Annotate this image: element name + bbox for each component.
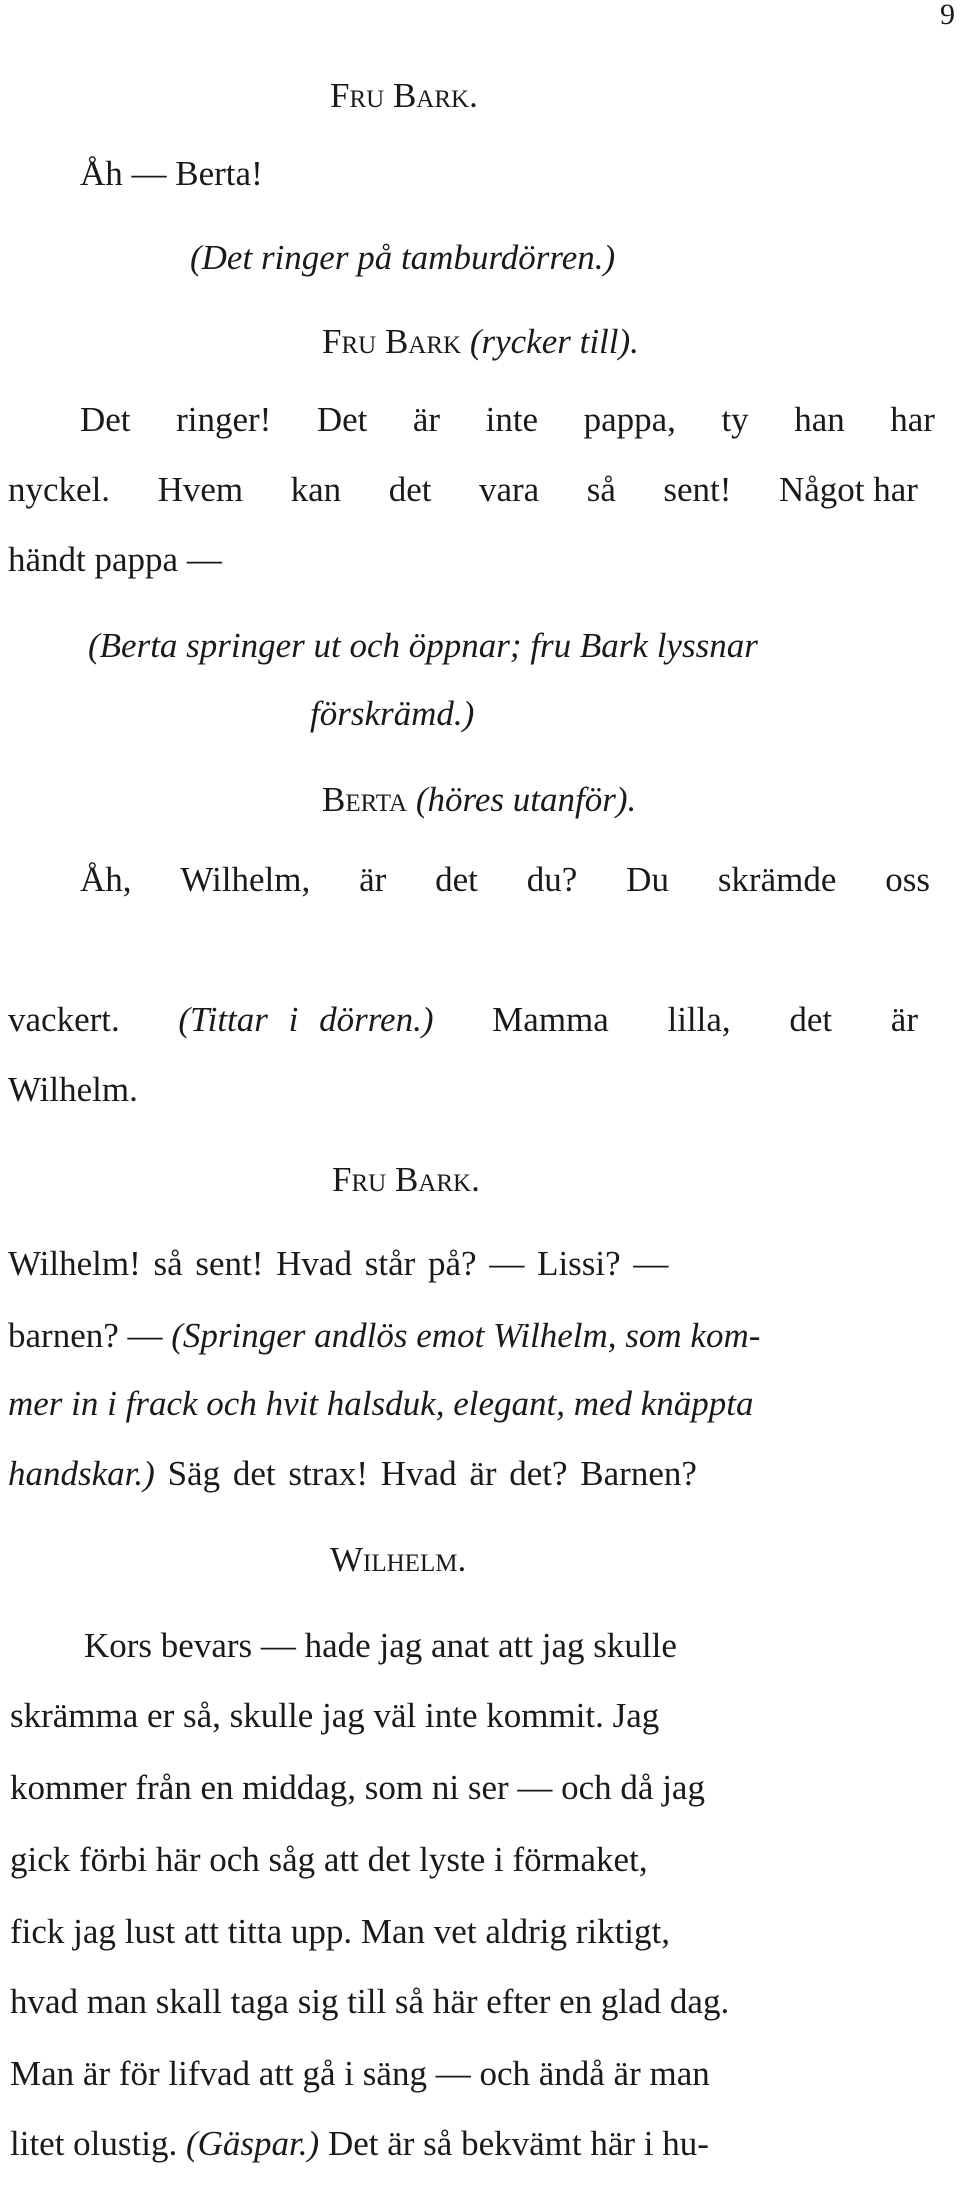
stage-direction: förskrämd.) — [310, 694, 475, 733]
dialogue-line — [8, 1450, 960, 1498]
inline-stage-direction: (Springer andlös emot Wilhelm, som kom- — [171, 1316, 761, 1355]
word: Hvem — [157, 470, 244, 509]
word: det — [388, 470, 432, 509]
dialogue-text: barnen? — — [8, 1316, 163, 1355]
dialogue-text: Det är så bekvämt här i hu- — [327, 2124, 709, 2163]
word: Något har — [778, 470, 918, 509]
word: vackert. — [8, 1000, 120, 1039]
dialogue-line — [8, 1312, 960, 1360]
word: Mamma — [492, 1000, 609, 1039]
dialogue-line: skrämma er så, skulle jag väl inte kommit. Jag — [10, 1696, 660, 1735]
word: kan — [290, 470, 342, 509]
speaker-heading — [322, 318, 960, 366]
dialogue-line — [8, 996, 918, 1044]
word: Det — [80, 400, 131, 439]
word: är — [412, 400, 441, 439]
word: är — [890, 1000, 918, 1039]
dialogue-line — [8, 466, 918, 514]
word: Du — [626, 860, 669, 899]
stage-direction: (Det ringer på tamburdörren.) — [190, 238, 616, 277]
dialogue-line: gick förbi här och såg att det lyste i förmaket, — [10, 1840, 648, 1879]
dialogue-line — [80, 856, 930, 904]
word: så — [586, 470, 616, 509]
dialogue-line: Kors bevars — hade jag anat att jag skulle — [84, 1626, 677, 1665]
speaker-direction: (rycker till). — [469, 322, 639, 361]
dialogue-text: Säg det strax! Hvad är det? Barnen? — [167, 1454, 697, 1493]
word: sent! — [663, 470, 732, 509]
dialogue-line: Åh — Berta! — [80, 154, 263, 193]
speaker-name: Fru Bark — [322, 322, 462, 361]
word: oss — [885, 860, 930, 899]
inline-stage-direction: mer in i frack och hvit halsduk, elegant, med knäppta — [8, 1384, 754, 1423]
word: det — [789, 1000, 833, 1039]
word: skrämde — [717, 860, 837, 899]
word: vara — [478, 470, 540, 509]
speaker-heading — [322, 776, 960, 824]
word: har — [890, 400, 935, 439]
word: nyckel. — [8, 470, 111, 509]
word: du? — [526, 860, 578, 899]
dialogue-text: litet olustig. — [10, 2124, 178, 2163]
speaker-heading: Fru Bark. — [332, 1160, 480, 1199]
dialogue-line: hvad man skall taga sig till så här efter en glad dag. — [10, 1982, 730, 2021]
word: ty — [721, 400, 749, 439]
page-number: 9 — [940, 0, 955, 31]
word: Åh, — [80, 860, 132, 899]
dialogue-line: Wilhelm. — [8, 1070, 138, 1109]
word: Det — [316, 400, 368, 439]
speaker-direction: (höres utanför). — [415, 780, 637, 819]
dialogue-line: kommer från en middag, som ni ser — och då jag — [10, 1768, 705, 1807]
word: är — [359, 860, 387, 899]
word: pappa, — [583, 400, 676, 439]
word: Wilhelm, — [180, 860, 311, 899]
speaker-name: Berta — [322, 780, 408, 819]
dialogue-line: Wilhelm! så sent! Hvad står på? — Lissi? — — [8, 1244, 669, 1283]
speaker-heading: Wilhelm. — [330, 1540, 467, 1579]
word: ringer! — [176, 400, 272, 439]
inline-stage-direction: (Gäspar.) — [185, 2124, 320, 2163]
inline-stage-direction: handskar.) — [8, 1454, 155, 1493]
dialogue-line: fick jag lust att titta upp. Man vet aldrig riktigt, — [10, 1912, 671, 1951]
dialogue-line: händt pappa — — [8, 540, 222, 579]
inline-stage-direction: (Tittar i dörren.) — [178, 1000, 434, 1039]
word: lilla, — [667, 1000, 731, 1039]
stage-direction: (Berta springer ut och öppnar; fru Bark lyssnar — [88, 626, 758, 665]
dialogue-line — [80, 396, 935, 444]
word: det — [435, 860, 478, 899]
word: inte — [485, 400, 539, 439]
dialogue-line: Man är för lifvad att gå i säng — och ändå är man — [10, 2054, 710, 2093]
speaker-heading: Fru Bark. — [330, 76, 478, 115]
dialogue-line — [10, 2120, 960, 2168]
word: han — [794, 400, 845, 439]
